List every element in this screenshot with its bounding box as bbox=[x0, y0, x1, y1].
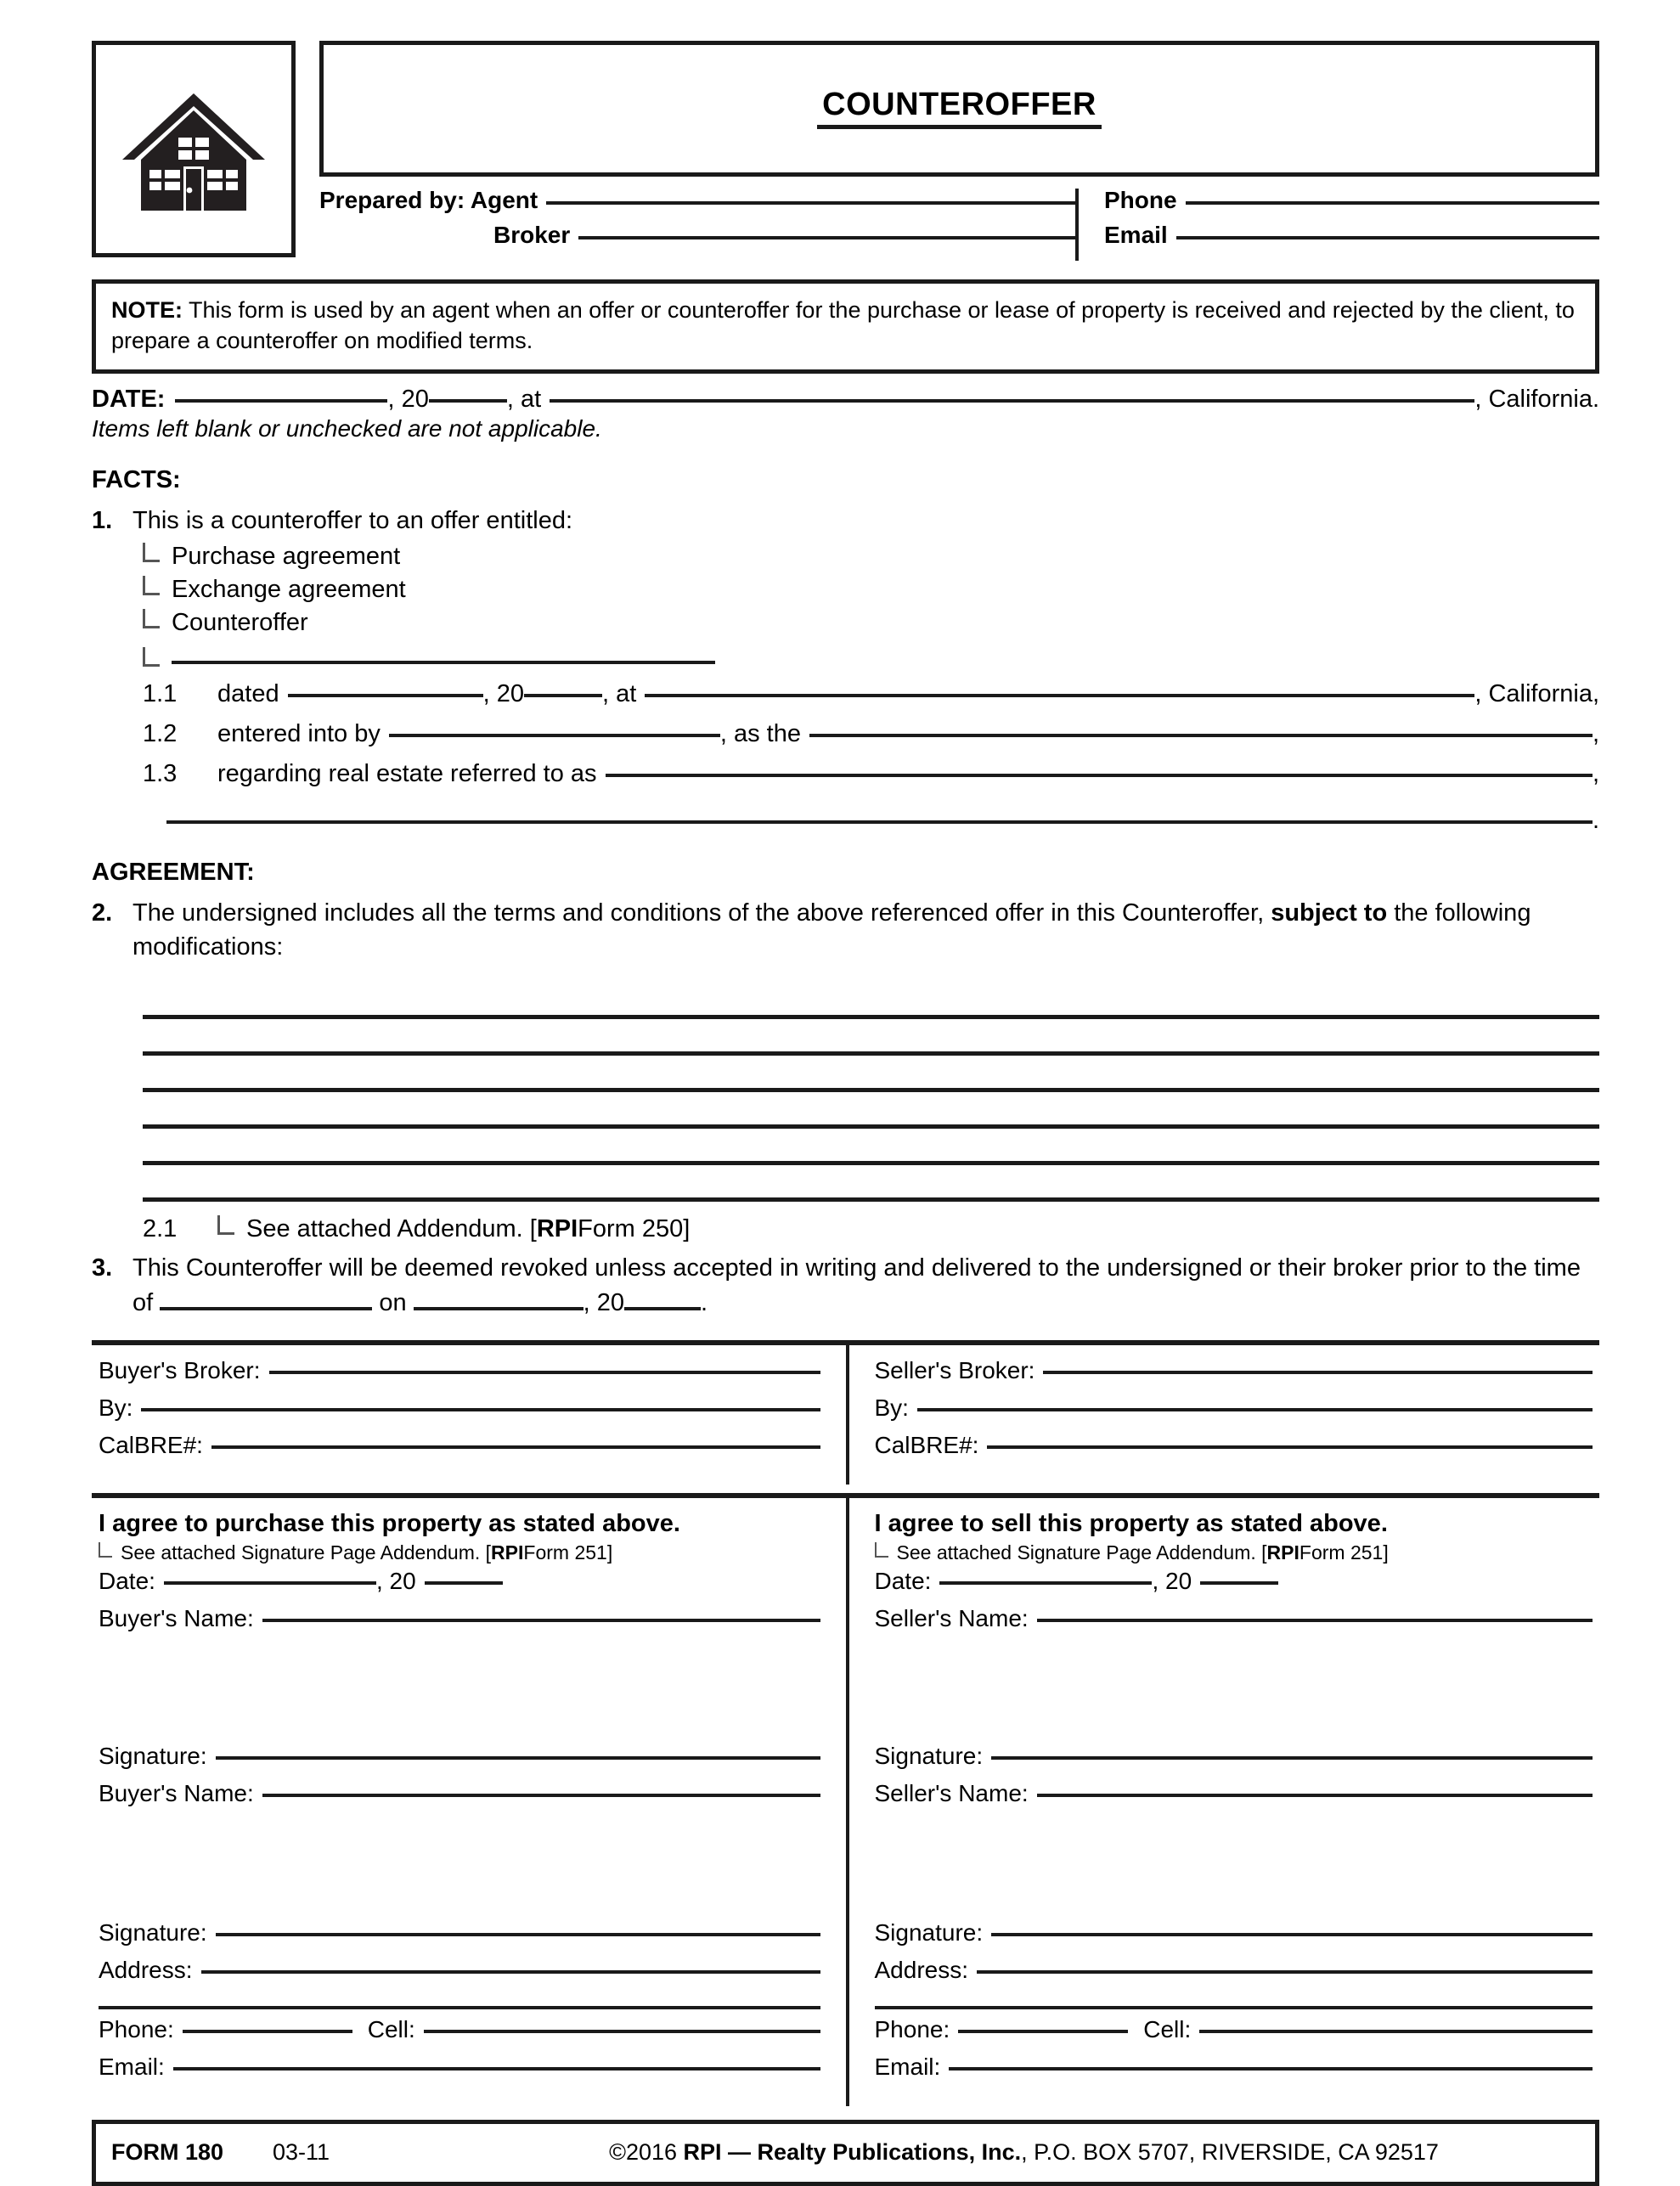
footer-form-number: FORM 180 bbox=[111, 2139, 224, 2166]
buyer-signature-input-1[interactable] bbox=[216, 1756, 820, 1760]
buyer-signature-space-1 bbox=[99, 1642, 820, 1743]
buyer-date-year-prefix: , 20 bbox=[375, 1567, 416, 1594]
agreement-3-year-input[interactable] bbox=[624, 1285, 701, 1310]
seller-signature-row-1 bbox=[875, 1743, 1593, 1780]
buyer-date-year-input[interactable] bbox=[425, 1581, 503, 1585]
seller-date-year-input[interactable] bbox=[1200, 1581, 1278, 1585]
agreement-2-bold: subject to bbox=[1271, 899, 1388, 927]
fact-1-1-number: 1.1 bbox=[143, 680, 178, 708]
seller-broker-by-row bbox=[875, 1394, 1593, 1432]
seller-broker-calbre-input[interactable] bbox=[987, 1445, 1593, 1449]
seller-date-row bbox=[875, 1568, 1593, 1605]
agreement-2-text bbox=[132, 897, 1599, 963]
fact-1-3-continuation bbox=[92, 807, 1599, 835]
seller-broker-input[interactable] bbox=[1043, 1371, 1593, 1374]
seller-phone-label: Phone: bbox=[874, 2015, 950, 2042]
footer-copyright-prefix: ©2016 bbox=[609, 2139, 684, 2166]
seller-name-label-2: Seller's Name: bbox=[874, 1779, 1029, 1806]
fact-1-number: 1. bbox=[92, 507, 113, 535]
buyer-name-label-2: Buyer's Name: bbox=[99, 1779, 254, 1806]
checkbox-icon[interactable] bbox=[143, 609, 160, 628]
modification-line[interactable] bbox=[143, 1019, 1599, 1056]
prepared-by-right bbox=[1079, 189, 1599, 261]
seller-email-input[interactable] bbox=[949, 2067, 1593, 2071]
phone-row bbox=[1104, 189, 1599, 223]
seller-see-attached-end: Form 251] bbox=[1299, 1541, 1389, 1563]
fact-1-2-pre: entered into by bbox=[217, 720, 381, 748]
checkbox-icon[interactable] bbox=[875, 1542, 888, 1558]
seller-signature-input-2[interactable] bbox=[991, 1933, 1593, 1936]
buyer-broker-by-row bbox=[99, 1394, 820, 1432]
form-header bbox=[92, 41, 1599, 261]
agreement-heading: AGREEMENT: bbox=[92, 859, 255, 887]
note-box bbox=[92, 279, 1599, 374]
buyer-date-row bbox=[99, 1568, 820, 1605]
fact-1-2-role-input[interactable] bbox=[809, 734, 1593, 737]
seller-address-row bbox=[875, 1957, 1593, 1994]
buyer-broker-column bbox=[92, 1345, 846, 1485]
footer-revision-date: 03-11 bbox=[273, 2139, 330, 2166]
email-row bbox=[1104, 223, 1599, 258]
date-state: , California. bbox=[1474, 386, 1599, 414]
fact-1-2 bbox=[92, 720, 1599, 748]
agent-input[interactable] bbox=[546, 201, 1075, 205]
buyer-see-attached-end: Form 251] bbox=[523, 1541, 613, 1563]
fact-1-3-property-input-2[interactable] bbox=[166, 820, 1593, 824]
seller-broker-label: Seller's Broker: bbox=[874, 1356, 1035, 1383]
seller-signature-label-2: Signature: bbox=[874, 1918, 984, 1946]
title-box bbox=[319, 41, 1599, 177]
seller-cell-input[interactable] bbox=[1199, 2030, 1593, 2033]
date-input[interactable] bbox=[175, 399, 387, 403]
form-footer bbox=[92, 2120, 1599, 2186]
fact-1-2-party-input[interactable] bbox=[389, 734, 720, 737]
seller-see-attached-text: See attached Signature Page Addendum. [ bbox=[896, 1541, 1267, 1563]
footer-copyright-company: RPI — Realty Publications, Inc. bbox=[683, 2139, 1022, 2166]
checkbox-label: Purchase agreement bbox=[172, 543, 401, 571]
signatures-section bbox=[92, 1498, 1599, 2106]
seller-address-input[interactable] bbox=[977, 1970, 1593, 1974]
modifications-blank-lines bbox=[92, 983, 1599, 1202]
seller-signature-space-1 bbox=[875, 1642, 1593, 1743]
fact-1-1-date-input[interactable] bbox=[288, 694, 483, 697]
fact-1-1-location-input[interactable] bbox=[645, 694, 1474, 697]
seller-phone-row bbox=[875, 2016, 1593, 2054]
footer-copyright-suffix: , P.O. BOX 5707, RIVERSIDE, CA 92517 bbox=[1021, 2139, 1439, 2166]
checkbox-icon[interactable] bbox=[217, 1215, 234, 1235]
logo-box bbox=[92, 41, 296, 257]
phone-label: Phone bbox=[1104, 187, 1177, 213]
note-label: NOTE: bbox=[111, 297, 183, 323]
checkbox-label: Counteroffer bbox=[172, 609, 308, 637]
fact-1-text: This is a counteroffer to an offer entitled: bbox=[132, 507, 573, 535]
prepared-by-left bbox=[319, 189, 1075, 261]
broker-label: Broker bbox=[493, 222, 571, 248]
buyer-signature-row-2 bbox=[99, 1919, 820, 1957]
agreement-2-1-text-end: Form 250] bbox=[578, 1214, 691, 1242]
seller-signature-input-1[interactable] bbox=[991, 1756, 1593, 1760]
fact-1-3-pre: regarding real estate referred to as bbox=[217, 760, 597, 788]
buyer-broker-input[interactable] bbox=[269, 1371, 820, 1374]
modification-line[interactable] bbox=[143, 1129, 1599, 1165]
agreement-2-1-text: See attached Addendum. [ bbox=[246, 1214, 537, 1242]
seller-signature-space-2 bbox=[875, 1817, 1593, 1919]
buyer-agree-heading: I agree to purchase this property as stated above. bbox=[99, 1509, 680, 1537]
checkbox-other[interactable] bbox=[92, 649, 1599, 668]
seller-broker-by-label: By: bbox=[874, 1394, 909, 1421]
fact-1-2-end: , bbox=[1592, 720, 1599, 748]
buyer-address-input-2[interactable] bbox=[99, 1994, 820, 2009]
checkbox-exchange-agreement[interactable] bbox=[92, 576, 1599, 604]
buyer-broker-row bbox=[99, 1357, 820, 1394]
buyer-phone-row bbox=[99, 2016, 820, 2054]
buyer-cell-label: Cell: bbox=[367, 2015, 415, 2042]
date-year-input[interactable] bbox=[429, 399, 507, 403]
agreement-3-period: . bbox=[701, 1288, 708, 1316]
agreement-2-1-rpi: RPI bbox=[536, 1214, 578, 1242]
agreement-item-2 bbox=[92, 897, 1599, 963]
buyer-phone-label: Phone: bbox=[99, 2015, 174, 2042]
agreement-3-date-input[interactable] bbox=[414, 1285, 583, 1310]
seller-signature-row-2 bbox=[875, 1919, 1593, 1957]
agreement-3-body bbox=[132, 1252, 1599, 1320]
buyer-name-input-2[interactable] bbox=[262, 1794, 820, 1797]
agreement-item-2-1[interactable] bbox=[92, 1215, 1599, 1243]
buyer-name-label-1: Buyer's Name: bbox=[99, 1604, 254, 1631]
buyer-broker-calbre-input[interactable] bbox=[211, 1445, 820, 1449]
date-line bbox=[92, 386, 1599, 414]
fact-1-3-trailing-period: . bbox=[1592, 807, 1599, 835]
page-title: COUNTEROFFER bbox=[817, 88, 1102, 130]
modification-line[interactable] bbox=[143, 1165, 1599, 1202]
buyer-email-input[interactable] bbox=[173, 2067, 820, 2071]
fact-1-1-year-input[interactable] bbox=[524, 694, 602, 697]
brokers-section bbox=[92, 1345, 1599, 1485]
buyer-name-input-1[interactable] bbox=[262, 1619, 820, 1622]
checkbox-counteroffer[interactable] bbox=[92, 609, 1599, 637]
date-year-prefix: , 20 bbox=[387, 386, 429, 414]
prepared-by-agent-label: Prepared by: Agent bbox=[319, 187, 538, 213]
agreement-3-text: This Counteroffer will be deemed revoked unless accepted in writing and delivered to the undersigned or their broker prior to the time of bbox=[132, 1254, 1581, 1316]
buyer-see-attached-rpi: RPI bbox=[491, 1541, 524, 1563]
fact-1-2-number: 1.2 bbox=[143, 720, 178, 748]
buyer-date-label: Date: bbox=[99, 1567, 155, 1594]
buyer-email-row bbox=[99, 2054, 820, 2091]
buyer-address-label: Address: bbox=[99, 1956, 193, 1983]
italic-note: Items left blank or unchecked are not applicable. bbox=[92, 415, 602, 442]
seller-date-label: Date: bbox=[874, 1567, 932, 1594]
buyer-broker-label: Buyer's Broker: bbox=[99, 1356, 261, 1383]
buyer-signature-space-2 bbox=[99, 1817, 820, 1919]
email-input[interactable] bbox=[1176, 236, 1599, 239]
fact-1-3-property-input[interactable] bbox=[606, 774, 1593, 777]
note-text: This form is used by an agent when an offer or counteroffer for the purchase or lease of property is received and rejected by the client, to prepare a counteroffer on modified terms. bbox=[111, 297, 1575, 353]
buyer-name-row-2 bbox=[99, 1780, 820, 1817]
date-location-input[interactable] bbox=[550, 399, 1474, 403]
fact-1-1-post: , at bbox=[601, 680, 637, 708]
agreement-3-number: 3. bbox=[92, 1254, 113, 1282]
agreement-3-time-input[interactable] bbox=[160, 1285, 372, 1310]
seller-address-input-2[interactable] bbox=[875, 1994, 1593, 2009]
buyer-broker-calbre-label: CalBRE#: bbox=[99, 1431, 203, 1458]
seller-see-attached-row[interactable] bbox=[875, 1541, 1593, 1564]
buyer-phone-input[interactable] bbox=[183, 2030, 352, 2033]
phone-input[interactable] bbox=[1186, 201, 1599, 205]
buyer-broker-calbre-row bbox=[99, 1432, 820, 1469]
footer-copyright bbox=[468, 2139, 1595, 2166]
broker-input[interactable] bbox=[578, 236, 1075, 239]
seller-phone-input[interactable] bbox=[958, 2030, 1128, 2033]
checkbox-label: Exchange agreement bbox=[172, 576, 406, 604]
seller-broker-calbre-label: CalBRE#: bbox=[874, 1431, 979, 1458]
seller-name-label-1: Seller's Name: bbox=[874, 1604, 1029, 1631]
buyer-see-attached-text: See attached Signature Page Addendum. [ bbox=[121, 1541, 492, 1563]
header-right bbox=[319, 41, 1599, 261]
buyer-signature-label-1: Signature: bbox=[99, 1742, 207, 1769]
checkbox-purchase-agreement[interactable] bbox=[92, 543, 1599, 571]
seller-email-row bbox=[875, 2054, 1593, 2091]
buyer-cell-input[interactable] bbox=[424, 2030, 820, 2033]
seller-cell-label: Cell: bbox=[1143, 2015, 1192, 2042]
seller-signature-label-1: Signature: bbox=[874, 1742, 984, 1769]
fact-1-1-end: , California, bbox=[1474, 680, 1599, 708]
seller-signature-column bbox=[846, 1498, 1600, 2106]
seller-date-year-prefix: , 20 bbox=[1152, 1567, 1192, 1594]
buyer-address-input[interactable] bbox=[201, 1970, 820, 1974]
checkbox-icon[interactable] bbox=[99, 1542, 112, 1558]
checkbox-icon[interactable] bbox=[143, 543, 160, 562]
seller-date-input[interactable] bbox=[939, 1581, 1152, 1585]
buyer-signature-column bbox=[92, 1498, 846, 2106]
seller-name-input-2[interactable] bbox=[1037, 1794, 1593, 1797]
buyer-signature-label-2: Signature: bbox=[99, 1918, 207, 1946]
agent-row bbox=[319, 189, 1075, 223]
agreement-3-year-prefix: , 20 bbox=[583, 1288, 625, 1316]
agreement-item-3 bbox=[92, 1252, 1599, 1320]
broker-row bbox=[319, 223, 1075, 258]
agreement-2-text-b: the following modifications: bbox=[132, 899, 1531, 961]
agreement-2-1-number: 2.1 bbox=[143, 1214, 178, 1242]
prepared-by-section bbox=[319, 189, 1599, 261]
buyer-name-row-1 bbox=[99, 1605, 820, 1642]
buyer-signature-input-2[interactable] bbox=[216, 1933, 820, 1936]
buyer-broker-by-input[interactable] bbox=[141, 1408, 820, 1411]
buyer-signature-row-1 bbox=[99, 1743, 820, 1780]
seller-agree-heading: I agree to sell this property as stated above. bbox=[874, 1509, 1388, 1537]
fact-1-1-pre: dated bbox=[217, 680, 279, 708]
seller-name-row-2 bbox=[875, 1780, 1593, 1817]
buyer-broker-by-label: By: bbox=[99, 1394, 133, 1421]
house-icon bbox=[117, 82, 270, 217]
seller-name-input-1[interactable] bbox=[1037, 1619, 1593, 1622]
modification-line[interactable] bbox=[143, 983, 1599, 1019]
seller-see-attached-rpi: RPI bbox=[1266, 1541, 1299, 1563]
checkbox-other-input[interactable] bbox=[172, 661, 715, 664]
buyer-email-label: Email: bbox=[99, 2053, 165, 2080]
fact-1-1-mid: , 20 bbox=[482, 680, 524, 708]
fact-1-1 bbox=[92, 680, 1599, 708]
seller-name-row-1 bbox=[875, 1605, 1593, 1642]
fact-1-3-number: 1.3 bbox=[143, 760, 178, 788]
fact-1-2-mid: , as the bbox=[719, 720, 801, 748]
fact-1-3 bbox=[92, 760, 1599, 788]
fact-1-3-end: , bbox=[1592, 760, 1599, 788]
fact-item-1 bbox=[92, 504, 1599, 538]
buyer-address-row bbox=[99, 1957, 820, 1994]
agreement-2-text-a: The undersigned includes all the terms and conditions of the above referenced offer in this Counteroffer, bbox=[132, 899, 1271, 927]
seller-broker-by-input[interactable] bbox=[917, 1408, 1593, 1411]
seller-email-label: Email: bbox=[874, 2053, 941, 2080]
checkbox-icon[interactable] bbox=[143, 576, 160, 595]
modification-line[interactable] bbox=[143, 1056, 1599, 1092]
date-at-label: , at bbox=[506, 386, 542, 414]
facts-heading: FACTS: bbox=[92, 466, 181, 494]
checkbox-icon[interactable] bbox=[143, 647, 160, 667]
seller-broker-calbre-row bbox=[875, 1432, 1593, 1469]
buyer-date-input[interactable] bbox=[164, 1581, 376, 1585]
date-label: DATE: bbox=[92, 386, 166, 414]
seller-broker-row bbox=[875, 1357, 1593, 1394]
email-label: Email bbox=[1104, 222, 1168, 248]
agreement-2-number: 2. bbox=[92, 899, 113, 927]
seller-address-label: Address: bbox=[874, 1956, 968, 1983]
buyer-see-attached-row[interactable] bbox=[99, 1541, 820, 1564]
agreement-3-on: on bbox=[379, 1288, 407, 1316]
modification-line[interactable] bbox=[143, 1092, 1599, 1129]
seller-broker-column bbox=[846, 1345, 1600, 1485]
